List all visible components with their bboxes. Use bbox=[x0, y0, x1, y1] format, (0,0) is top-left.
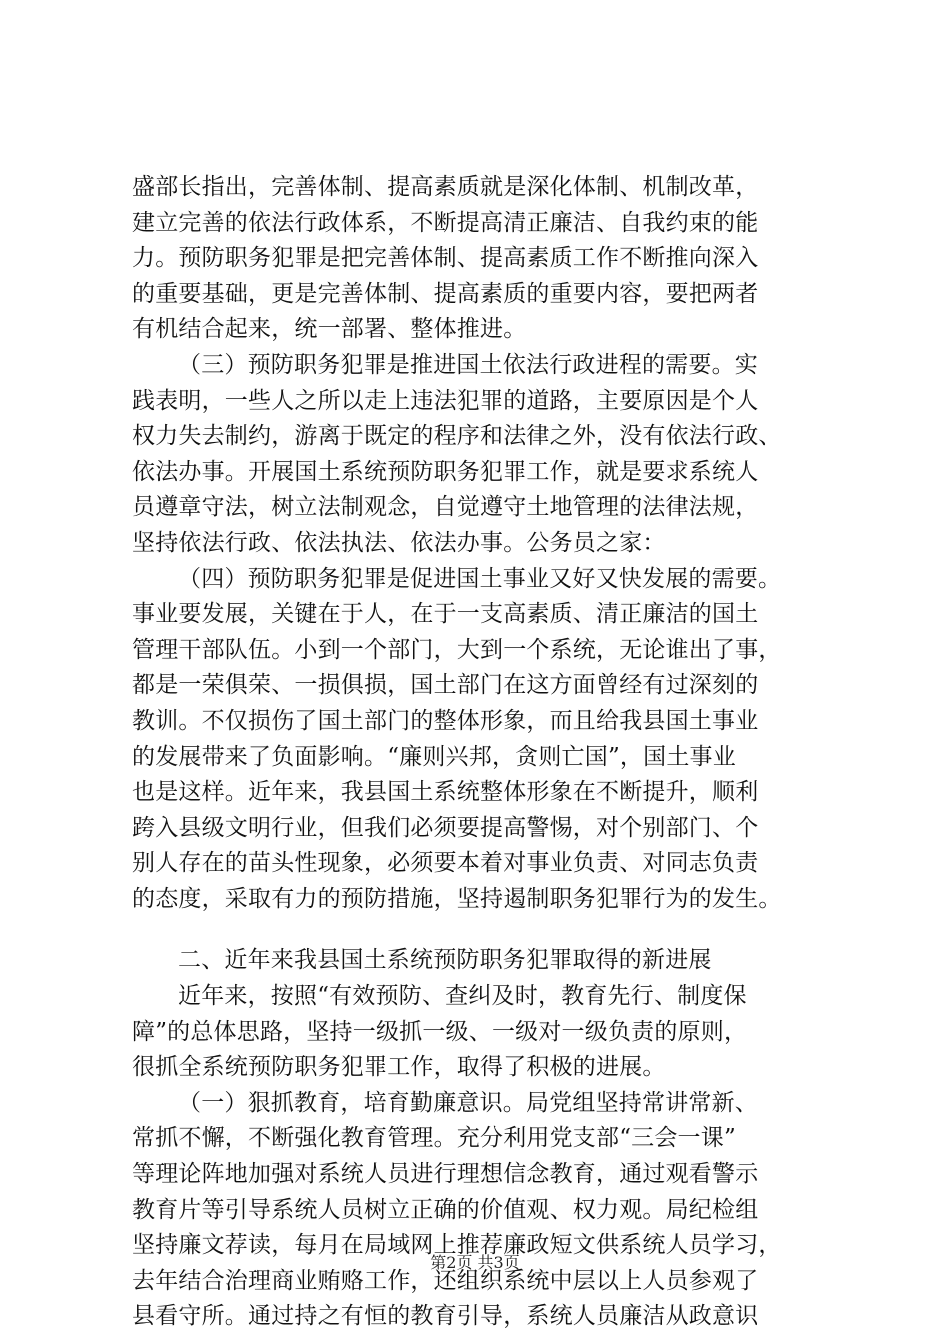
text-line: 盛部长指出，完善体制、提高素质就是深化体制、机制改革， bbox=[132, 174, 759, 200]
text-line: 坚持依法行政、依法执法、依法办事。公务员之家： bbox=[132, 529, 666, 556]
section-gap bbox=[132, 917, 822, 943]
text-line: 力。预防职务犯罪是把完善体制、提高素质工作不断推向深入 bbox=[132, 245, 759, 272]
text-line: 县看守所。通过持之有恒的教育引导，系统人员廉洁从政意识 bbox=[132, 1303, 759, 1330]
text-line: 的重要基础，更是完善体制、提高素质的重要内容，要把两者 bbox=[132, 280, 759, 307]
text-line: 事业要发展，关键在于人，在于一支高素质、清正廉洁的国土 bbox=[132, 601, 759, 628]
section-heading: 二、近年来我县国土系统预防职务犯罪取得的新进展 bbox=[178, 947, 712, 974]
document-body bbox=[132, 170, 822, 1335]
page-footer: 第2页 共3页 bbox=[430, 1253, 520, 1272]
text-line: 员遵章守法，树立法制观念，自觉遵守土地管理的法律法规， bbox=[132, 494, 759, 521]
text-line: 障”的总体思路，坚持一级抓一级、一级对一级负责的原则， bbox=[132, 1018, 748, 1045]
text-line: 管理干部队伍。小到一个部门，大到一个系统，无论谁出了事， bbox=[132, 636, 782, 663]
text-line: 都是一荣俱荣、一损俱损，国土部门在这方面曾经有过深刻的 bbox=[132, 672, 759, 699]
text-line: 去年结合治理商业贿赂工作，还组织系统中层以上人员参观了 bbox=[132, 1267, 759, 1294]
text-line: 教育片等引导系统人员树立正确的价值观、权力观。局纪检组 bbox=[132, 1196, 759, 1223]
text-line: 的发展带来了负面影响。“廉则兴邦，贪则亡国”，国土事业 bbox=[132, 743, 736, 770]
text-line: 建立完善的依法行政体系，不断提高清正廉洁、自我约束的能 bbox=[132, 209, 759, 236]
text-line: 有机结合起来，统一部署、整体推进。 bbox=[132, 316, 527, 343]
text-line: 践表明，一些人之所以走上违法犯罪的道路，主要原因是个人 bbox=[132, 387, 759, 414]
text-line: 等理论阵地加强对系统人员进行理想信念教育，通过观看警示 bbox=[132, 1161, 759, 1188]
text-line: 也是这样。近年来，我县国土系统整体形象在不断提升，顺利 bbox=[132, 779, 759, 806]
paragraph-start-line: （一）狠抓教育，培育勤廉意识。局党组坚持常讲常新、 bbox=[178, 1089, 758, 1116]
paragraph-start-line: （三）预防职务犯罪是推进国土依法行政进程的需要。实 bbox=[178, 351, 758, 378]
text-line: 很抓全系统预防职务犯罪工作，取得了积极的进展。 bbox=[132, 1054, 666, 1081]
text-line: 教训。不仅损伤了国土部门的整体形象，而且给我县国土事业 bbox=[132, 707, 759, 734]
paragraph-start-line: （四）预防职务犯罪是促进国土事业又好又快发展的需要。 bbox=[178, 565, 782, 592]
paragraph-start-line: 近年来，按照“有效预防、查纠及时，教育先行、制度保 bbox=[178, 983, 747, 1010]
text-line: 的态度，采取有力的预防措施，坚持遏制职务犯罪行为的发生。 bbox=[132, 885, 782, 912]
text-line: 依法办事。开展国土系统预防职务犯罪工作，就是要求系统人 bbox=[132, 458, 759, 485]
text-line: 常抓不懈，不断强化教育管理。充分利用党支部“三会一课” bbox=[132, 1125, 736, 1152]
text-line: 跨入县级文明行业，但我们必须要提高警惕，对个别部门、个 bbox=[132, 814, 759, 841]
text-line: 别人存在的苗头性现象，必须要本着对事业负责、对同志负责 bbox=[132, 850, 759, 877]
text-line: 权力失去制约，游离于既定的程序和法律之外，没有依法行政、 bbox=[132, 423, 782, 450]
text-line: 坚持廉文荐读，每月在局域网上推荐廉政短文供系统人员学习， bbox=[132, 1232, 782, 1259]
